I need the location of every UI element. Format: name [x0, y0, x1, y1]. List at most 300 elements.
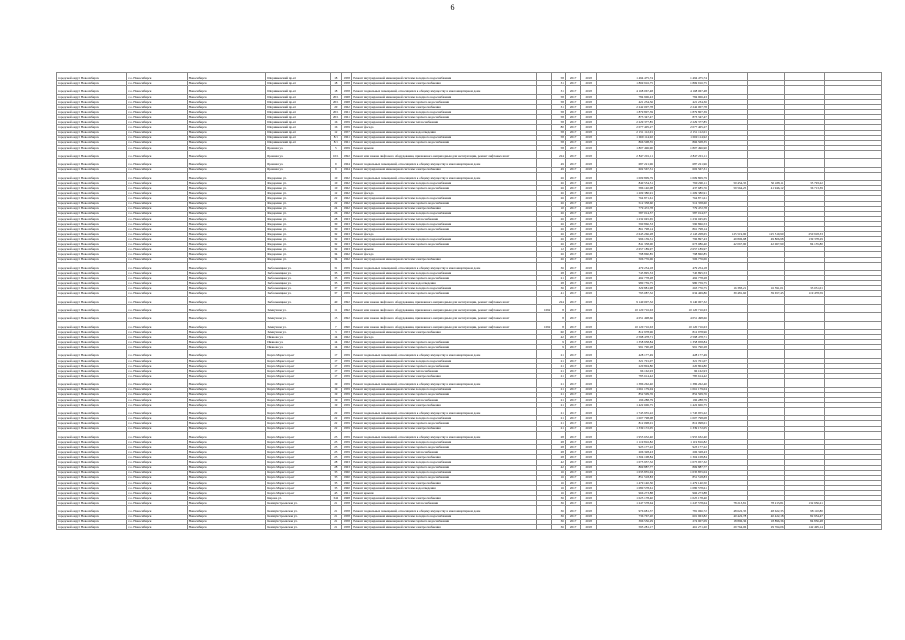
municipality-cell: городской округ Новосибирск — [57, 465, 127, 470]
street-cell: Федоренко ул. — [266, 196, 330, 201]
end-year-cell: 2018 — [581, 374, 597, 379]
start-year-cell: 2017 — [565, 480, 581, 485]
owners-funds-cell: 966 273,88 — [654, 491, 708, 496]
start-year-cell: 2017 — [565, 431, 581, 439]
settlement-cell: Новосибирск — [187, 181, 266, 186]
table-row — [57, 506, 882, 514]
street-cell: Карла Маркса пр-кт — [266, 350, 330, 358]
street-cell: Шорниковский пр-кт — [266, 120, 330, 125]
start-year-cell: 2017 — [565, 408, 581, 416]
build-year-cell: 1962 — [343, 334, 350, 339]
work-type-cell: Ремонт внутридомовой инженерной системы горячего водоснабжения — [352, 340, 536, 345]
municipality-cell: городской округ Новосибирск — [57, 159, 127, 167]
municipality-cell: городской округ Новосибирск — [57, 247, 127, 252]
regional-funds-cell: 40 422,18 — [748, 514, 785, 519]
work-type-cell: Ремонт внутридомовой инженерной системы электроснабжения — [352, 402, 536, 407]
municipality-cell: городской округ Новосибирск — [57, 369, 127, 374]
work-type-cell: Ремонт внутридомовой инженерной системы электроснабжения — [352, 167, 536, 172]
end-year-cell: 2018 — [581, 237, 597, 242]
owners-funds-cell: 4 168 067,48 — [654, 86, 708, 94]
federal-funds-cell — [708, 313, 747, 321]
owners-funds-cell: 601 963,82 — [654, 514, 708, 519]
total-cost-cell: 1 209 380,91 — [596, 191, 654, 196]
end-year-cell: 2018 — [581, 172, 597, 180]
settlement-cell: Новосибирск — [187, 105, 266, 110]
total-cost-cell: 321 701,07 — [596, 358, 654, 363]
owners-funds-cell: 790 290,11 — [654, 181, 708, 186]
house-number-cell: 18 — [330, 73, 341, 81]
apartments-cell: 26 — [552, 221, 565, 226]
municipality-cell: городской округ Новосибирск — [57, 480, 127, 485]
total-cost-cell: 2 645 266,28 — [596, 232, 654, 237]
settlement-cell: Новосибирск — [187, 257, 266, 262]
total-cost-cell: 764 871,61 — [596, 196, 654, 201]
house-number-cell: 20/1 — [330, 115, 341, 120]
end-year-cell: 2018 — [581, 206, 597, 211]
municipality-cell: городской округ Новосибирск — [57, 392, 127, 397]
start-year-cell: 2017 — [565, 440, 581, 445]
house-number-cell: 5 — [330, 145, 341, 150]
settlement-cell: Новосибирск — [187, 440, 266, 445]
area-cell: 1092 — [536, 321, 552, 329]
municipality-cell: городской округ Новосибирск — [57, 501, 127, 506]
settlement-cell: Новосибирск — [187, 186, 266, 191]
start-year-cell: 2017 — [565, 501, 581, 506]
build-year-cell: 1968 — [343, 94, 350, 99]
work-type-cell: Ремонт внутридомовой инженерной системы горячего водоснабжения — [352, 475, 536, 480]
city-district-cell: г.о. Новосибирск — [127, 227, 187, 232]
end-year-cell: 2018 — [581, 191, 597, 196]
settlement-cell: Новосибирск — [187, 94, 266, 99]
area-cell: 1092 — [536, 304, 552, 312]
work-type-cell: Ремонт внутридомовой инженерной системы электроснабжения — [352, 480, 536, 485]
city-district-cell: г.о. Новосибирск — [127, 330, 187, 335]
end-year-cell: 2018 — [581, 506, 597, 514]
house-number-cell: 12 — [330, 130, 341, 135]
city-district-cell: г.о. Новосибирск — [127, 402, 187, 407]
build-year-cell: 1963 — [343, 216, 350, 221]
city-district-cell: г.о. Новосибирск — [127, 257, 187, 262]
city-district-cell: г.о. Новосибирск — [127, 286, 187, 291]
work-type-cell: Ремонт внутридомовой инженерной системы водоотведения — [352, 130, 536, 135]
settlement-cell: Новосибирск — [187, 86, 266, 94]
city-district-cell: г.о. Новосибирск — [127, 125, 187, 130]
apartments-cell: 21 — [552, 416, 565, 421]
apartments-cell: 28 — [552, 455, 565, 460]
apartments-cell: 26 — [552, 216, 565, 221]
work-type-cell: Ремонт внутридомовой инженерной системы горячего водоснабжения — [352, 392, 536, 397]
city-district-cell: г.о. Новосибирск — [127, 369, 187, 374]
total-cost-cell: 590 866,53 — [596, 221, 654, 226]
area-cell — [536, 262, 552, 270]
start-year-cell: 2017 — [565, 335, 581, 340]
work-type-cell: Ремонт внутридомовой инженерной системы теплоснабжения — [352, 501, 536, 506]
start-year-cell: 2017 — [565, 397, 581, 402]
work-type-cell: Ремонт подвальных помещений, относящихся к общему имуществу в многоквартирном доме — [352, 159, 536, 167]
local-funds-cell: 36 713,39 — [785, 186, 824, 191]
end-year-cell: 2018 — [581, 392, 597, 397]
settlement-cell: Новосибирск — [187, 485, 266, 490]
municipality-cell: городской округ Новосибирск — [57, 291, 127, 296]
total-cost-cell: 785 614,42 — [596, 374, 654, 379]
street-cell: Земнучная ул. — [266, 330, 330, 335]
end-year-cell: 2018 — [581, 379, 597, 387]
federal-funds-cell — [708, 296, 747, 304]
settlement-cell: Новосибирск — [187, 262, 266, 270]
house-number-cell: 34 — [330, 252, 341, 257]
municipality-cell: городской округ Новосибирск — [57, 167, 127, 172]
end-year-cell: 2018 — [581, 416, 597, 421]
table-row — [57, 313, 882, 321]
house-number-cell: 15 — [330, 313, 341, 321]
local-funds-cell: 132 956,21 — [785, 501, 824, 506]
house-number-cell: 19 — [330, 397, 341, 402]
build-year-cell: 1992 — [341, 150, 351, 158]
house-number-cell: 17 — [330, 350, 341, 358]
federal-funds-cell — [708, 408, 747, 416]
start-year-cell: 2017 — [565, 281, 581, 286]
note-cell — [824, 506, 881, 514]
end-year-cell: 2018 — [581, 145, 597, 150]
municipality-cell: городской округ Новосибирск — [57, 296, 127, 304]
local-funds-cell — [785, 172, 824, 180]
total-cost-cell: 866 508,35 — [596, 140, 654, 145]
build-year-cell: 1963 — [343, 247, 350, 252]
total-cost-cell: 1 304 108,84 — [596, 455, 654, 460]
apartments-cell: 26 — [552, 252, 565, 257]
end-year-cell: 2018 — [581, 232, 597, 237]
city-district-cell: г.о. Новосибирск — [127, 445, 187, 450]
build-year-cell: 1959 — [343, 373, 350, 378]
owners-funds-cell: 1 035 855,04 — [654, 470, 708, 475]
capital-repair-register-sheet — [56, 72, 882, 628]
local-funds-cell — [785, 304, 824, 312]
city-district-cell: г.о. Новосибирск — [127, 374, 187, 379]
work-type-cell: Ремонт или замена лифтового оборудования, признанного непригодным для эксплуатации, ремонт лифтовых шахт — [352, 313, 536, 321]
work-type-cell: Ремонт внутридомовой инженерной системы электроснабжения — [352, 524, 536, 529]
street-cell: Кирова ул. — [266, 496, 330, 501]
end-year-cell: 2018 — [581, 262, 597, 270]
street-cell: Шорниковский пр-кт — [266, 94, 330, 99]
apartments-cell: 21 — [552, 408, 565, 416]
settlement-cell: Новосибирск — [187, 73, 266, 81]
house-number-cell: 22 — [330, 408, 341, 416]
build-year-cell: 1963 — [343, 241, 350, 246]
end-year-cell: 2018 — [581, 130, 597, 135]
city-district-cell: г.о. Новосибирск — [127, 291, 187, 296]
house-number-cell: 33 — [330, 470, 341, 475]
street-cell: Шорниковский пр-кт — [266, 135, 330, 140]
build-year-cell: 1959 — [343, 402, 350, 407]
start-year-cell: 2017 — [565, 94, 581, 99]
apartments-cell: 49 — [552, 167, 565, 172]
city-district-cell: г.о. Новосибирск — [127, 345, 187, 350]
municipality-cell: городской округ Новосибирск — [57, 196, 127, 201]
build-year-cell: 1957 — [343, 130, 350, 135]
municipality-cell: городской округ Новосибирск — [57, 140, 127, 145]
work-type-cell: Ремонт внутридомовой инженерной системы холодного водоснабжения — [352, 110, 536, 115]
street-cell: Шорниковский пр-кт — [266, 86, 330, 94]
municipality-cell: городской округ Новосибирск — [57, 81, 127, 86]
street-cell: Федоренко ул. — [266, 237, 330, 242]
end-year-cell: 2018 — [581, 397, 597, 402]
start-year-cell: 2017 — [565, 140, 581, 145]
municipality-cell: городской округ Новосибирск — [57, 340, 127, 345]
house-number-cell: 28 — [330, 216, 341, 221]
city-district-cell: г.о. Новосибирск — [127, 496, 187, 501]
federal-funds-cell: 48 622,35 — [708, 506, 747, 514]
city-district-cell: г.о. Новосибирск — [127, 397, 187, 402]
note-cell — [824, 431, 881, 439]
municipality-cell: городской округ Новосибирск — [57, 257, 127, 262]
start-year-cell: 2017 — [565, 181, 581, 186]
municipality-cell: городской округ Новосибирск — [57, 519, 127, 524]
table-row — [57, 73, 882, 81]
work-type-cell: Ремонт внутридомовой инженерной системы теплоснабжения — [352, 450, 536, 455]
start-year-cell: 2017 — [565, 86, 581, 94]
apartments-cell: 36 — [552, 496, 565, 501]
apartments-cell: 58 — [552, 94, 565, 99]
apartments-cell: 26 — [552, 201, 565, 206]
total-cost-cell: 923 177,22 — [596, 445, 654, 450]
house-number-cell: 10 — [330, 172, 341, 180]
street-cell: Шорниковский пр-кт — [266, 73, 330, 81]
total-cost-cell: 2 598 478,71 — [596, 335, 654, 340]
house-number-cell: 24 — [330, 206, 341, 211]
total-cost-cell: 687 221,96 — [596, 159, 654, 167]
owners-funds-cell: 784 906,43 — [654, 94, 708, 99]
work-type-cell: Ремонт или замена лифтового оборудования, признанного непригодным для эксплуатации, ремонт лифтовых шахт — [352, 304, 536, 312]
work-type-cell: Ремонт внутридомовой инженерной системы холодного водоснабжения — [352, 196, 536, 201]
start-year-cell: 2017 — [565, 242, 581, 247]
street-cell: Карла Маркса пр-кт — [266, 379, 330, 387]
build-year-cell: 1960 — [343, 480, 350, 485]
municipality-cell: городской округ Новосибирск — [57, 313, 127, 321]
end-year-cell: 2018 — [581, 445, 597, 450]
municipality-cell: городской округ Новосибирск — [57, 335, 127, 340]
city-district-cell: г.о. Новосибирск — [127, 379, 187, 387]
settlement-cell: Новосибирск — [187, 276, 266, 281]
house-number-cell: 16 — [330, 120, 341, 125]
municipality-cell: городской округ Новосибирск — [57, 330, 127, 335]
settlement-cell: Новосибирск — [187, 247, 266, 252]
street-cell: Бронная ул. — [266, 145, 330, 150]
total-cost-cell: 587 014,57 — [596, 211, 654, 216]
municipality-cell: городской округ Новосибирск — [57, 524, 127, 529]
house-number-cell: 21 — [330, 501, 341, 506]
municipality-cell: городской округ Новосибирск — [57, 475, 127, 480]
total-cost-cell: 1 358 958,84 — [596, 340, 654, 345]
total-cost-cell: 1 061 179,04 — [596, 387, 654, 392]
settlement-cell: Новосибирск — [187, 416, 266, 421]
start-year-cell: 2017 — [565, 524, 581, 529]
table-body — [57, 73, 882, 530]
city-district-cell: г.о. Новосибирск — [127, 206, 187, 211]
work-type-cell: Ремонт внутридомовой инженерной системы электроснабжения — [352, 455, 536, 460]
owners-funds-cell: 852 509,76 — [654, 392, 708, 397]
work-type-cell: Ремонт внутридомовой инженерной системы горячего водоснабжения — [352, 363, 536, 368]
note-cell — [824, 379, 881, 387]
apartments-cell: 42 — [552, 335, 565, 340]
house-number-cell: 19 — [330, 402, 341, 407]
note-cell — [824, 321, 881, 329]
municipality-cell: городской округ Новосибирск — [57, 99, 127, 104]
end-year-cell: 2018 — [581, 150, 597, 158]
work-type-cell: Ремонт или замена лифтового оборудования, признанного непригодным для эксплуатации, ремонт лифтовых шахт — [352, 321, 536, 329]
start-year-cell: 2017 — [565, 186, 581, 191]
regional-funds-cell — [748, 350, 785, 358]
work-type-cell: Ремонт внутридомовой инженерной системы электроснабжения — [352, 496, 536, 501]
owners-funds-cell: 461 271,20 — [654, 524, 708, 529]
build-year-cell: 1960 — [343, 470, 350, 475]
owners-funds-cell: 2 242 007,78 — [654, 105, 708, 110]
municipality-cell: городской округ Новосибирск — [57, 304, 127, 312]
city-district-cell: г.о. Новосибирск — [127, 524, 187, 529]
local-funds-cell — [785, 431, 824, 439]
street-cell: Иванова ул. — [266, 340, 330, 345]
regional-funds-cell: 29 764,06 — [748, 524, 785, 529]
street-cell: Карла Маркса пр-кт — [266, 426, 330, 431]
start-year-cell: 2017 — [565, 304, 581, 312]
table-row — [57, 379, 882, 387]
end-year-cell: 2018 — [581, 475, 597, 480]
area-cell — [536, 350, 552, 358]
end-year-cell: 2018 — [581, 408, 597, 416]
apartments-cell: 26 — [552, 242, 565, 247]
municipality-cell: городской округ Новосибирск — [57, 105, 127, 110]
settlement-cell: Новосибирск — [187, 514, 266, 519]
apartments-cell: 16 — [552, 475, 565, 480]
municipality-cell: городской округ Новосибирск — [57, 216, 127, 221]
municipality-cell: городской округ Новосибирск — [57, 145, 127, 150]
end-year-cell: 2018 — [581, 227, 597, 232]
city-district-cell: г.о. Новосибирск — [127, 191, 187, 196]
street-cell: Коммунстроевская ул. — [266, 514, 330, 519]
start-year-cell: 2017 — [565, 221, 581, 226]
area-cell — [536, 73, 552, 81]
total-cost-cell: 1 869 916,75 — [596, 81, 654, 86]
house-number-cell: 21 — [330, 514, 341, 519]
end-year-cell: 2018 — [581, 470, 597, 475]
work-type-cell: Ремонт фасада — [352, 232, 536, 237]
build-year-cell: 1964 — [341, 159, 351, 167]
owners-funds-cell: 602 567,31 — [654, 167, 708, 172]
city-district-cell: г.о. Новосибирск — [127, 470, 187, 475]
settlement-cell: Новосибирск — [187, 135, 266, 140]
start-year-cell: 2017 — [565, 73, 581, 81]
end-year-cell: 2018 — [581, 340, 597, 345]
street-cell: Федоренко ул. — [266, 232, 330, 237]
street-cell: Карла Маркса пр-кт — [266, 397, 330, 402]
owners-funds-cell: 798 860,85 — [654, 252, 708, 257]
house-number-cell: 14 — [330, 335, 341, 340]
total-cost-cell: 2 657 189,97 — [596, 247, 654, 252]
settlement-cell: Новосибирск — [187, 519, 266, 524]
owners-funds-cell: 1 339 172,05 — [654, 426, 708, 431]
start-year-cell: 2017 — [565, 286, 581, 291]
work-type-cell: Ремонт внутридомовой инженерной системы горячего водоснабжения — [352, 345, 536, 350]
street-cell: Федоренко ул. — [266, 221, 330, 226]
owners-funds-cell: 263 776,75 — [654, 286, 708, 291]
settlement-cell: Новосибирск — [187, 330, 266, 335]
start-year-cell: 2017 — [565, 201, 581, 206]
house-number-cell: 7 — [330, 321, 341, 329]
municipality-cell: городской округ Новосибирск — [57, 402, 127, 407]
total-cost-cell: 512 358,60 — [596, 201, 654, 206]
street-cell: Зыбольницкая ул. — [266, 262, 330, 270]
start-year-cell: 2017 — [565, 172, 581, 180]
owners-funds-cell: 812 098,01 — [654, 421, 708, 426]
street-cell: Коммунстроевская ул. — [266, 506, 330, 514]
end-year-cell: 2018 — [581, 421, 597, 426]
local-funds-cell — [785, 159, 824, 167]
build-year-cell: 1959 — [343, 270, 350, 275]
municipality-cell: городской округ Новосибирск — [57, 94, 127, 99]
build-year-cell: 1962 — [343, 206, 350, 211]
owners-funds-cell: 1 304 108,84 — [654, 455, 708, 460]
street-cell: Шорниковский пр-кт — [266, 110, 330, 115]
owners-funds-cell: 873 347,47 — [654, 115, 708, 120]
settlement-cell: Новосибирск — [187, 196, 266, 201]
apartments-cell: 58 — [552, 145, 565, 150]
end-year-cell: 2018 — [581, 247, 597, 252]
work-type-cell: Ремонт внутридомовой инженерной системы холодного водоснабжения — [352, 135, 536, 140]
total-cost-cell: 4 051 498,66 — [596, 313, 654, 321]
municipality-cell: городской округ Новосибирск — [57, 426, 127, 431]
work-type-cell: Ремонт внутридомовой инженерной системы горячего водоснабжения — [352, 201, 536, 206]
local-funds-cell — [785, 150, 824, 158]
build-year-cell: 1968 — [343, 99, 350, 104]
house-number-cell: 19 — [330, 387, 341, 392]
city-district-cell: г.о. Новосибирск — [127, 247, 187, 252]
start-year-cell: 2017 — [565, 426, 581, 431]
federal-funds-cell — [708, 379, 747, 387]
city-district-cell: г.о. Новосибирск — [127, 421, 187, 426]
apartments-cell: 58 — [552, 115, 565, 120]
street-cell: Карла Маркса пр-кт — [266, 431, 330, 439]
total-cost-cell: 329 881,98 — [596, 286, 654, 291]
owners-funds-cell: 634 469,86 — [654, 291, 708, 296]
settlement-cell: Новосибирск — [187, 304, 266, 312]
house-number-cell: 28 — [330, 460, 341, 465]
build-year-cell: 1962 — [343, 345, 350, 350]
apartments-cell: 26 — [552, 191, 565, 196]
owners-funds-cell: 274 907,09 — [654, 519, 708, 524]
federal-funds-cell: 29 764,06 — [708, 524, 747, 529]
apartments-cell: 36 — [552, 501, 565, 506]
settlement-cell: Новосибирск — [187, 99, 266, 104]
settlement-cell: Новосибирск — [187, 81, 266, 86]
regional-funds-cell — [748, 73, 785, 81]
work-type-cell: Ремонт внутридомовой инженерной системы электроснабжения — [352, 426, 536, 431]
regional-funds-cell: 78 213,81 — [748, 501, 785, 506]
federal-funds-cell: 42 067,90 — [708, 242, 747, 247]
total-cost-cell: 1 007 798,08 — [596, 416, 654, 421]
street-cell: Карла Маркса пр-кт — [266, 402, 330, 407]
start-year-cell: 2017 — [565, 159, 581, 167]
city-district-cell: г.о. Новосибирск — [127, 211, 187, 216]
build-year-cell: 1992 — [341, 313, 351, 321]
total-cost-cell: 793 087,32 — [596, 291, 654, 296]
build-year-cell: 1990 — [341, 321, 351, 329]
end-year-cell: 2018 — [581, 369, 597, 374]
build-year-cell: 1963 — [343, 460, 350, 465]
total-cost-cell: 873 347,47 — [596, 115, 654, 120]
work-type-cell: Ремонт внутридомовой инженерной системы холодного водоснабжения — [352, 416, 536, 421]
street-cell: Земнучная ул. — [266, 313, 330, 321]
end-year-cell: 2018 — [581, 440, 597, 445]
city-district-cell: г.о. Новосибирск — [127, 450, 187, 455]
